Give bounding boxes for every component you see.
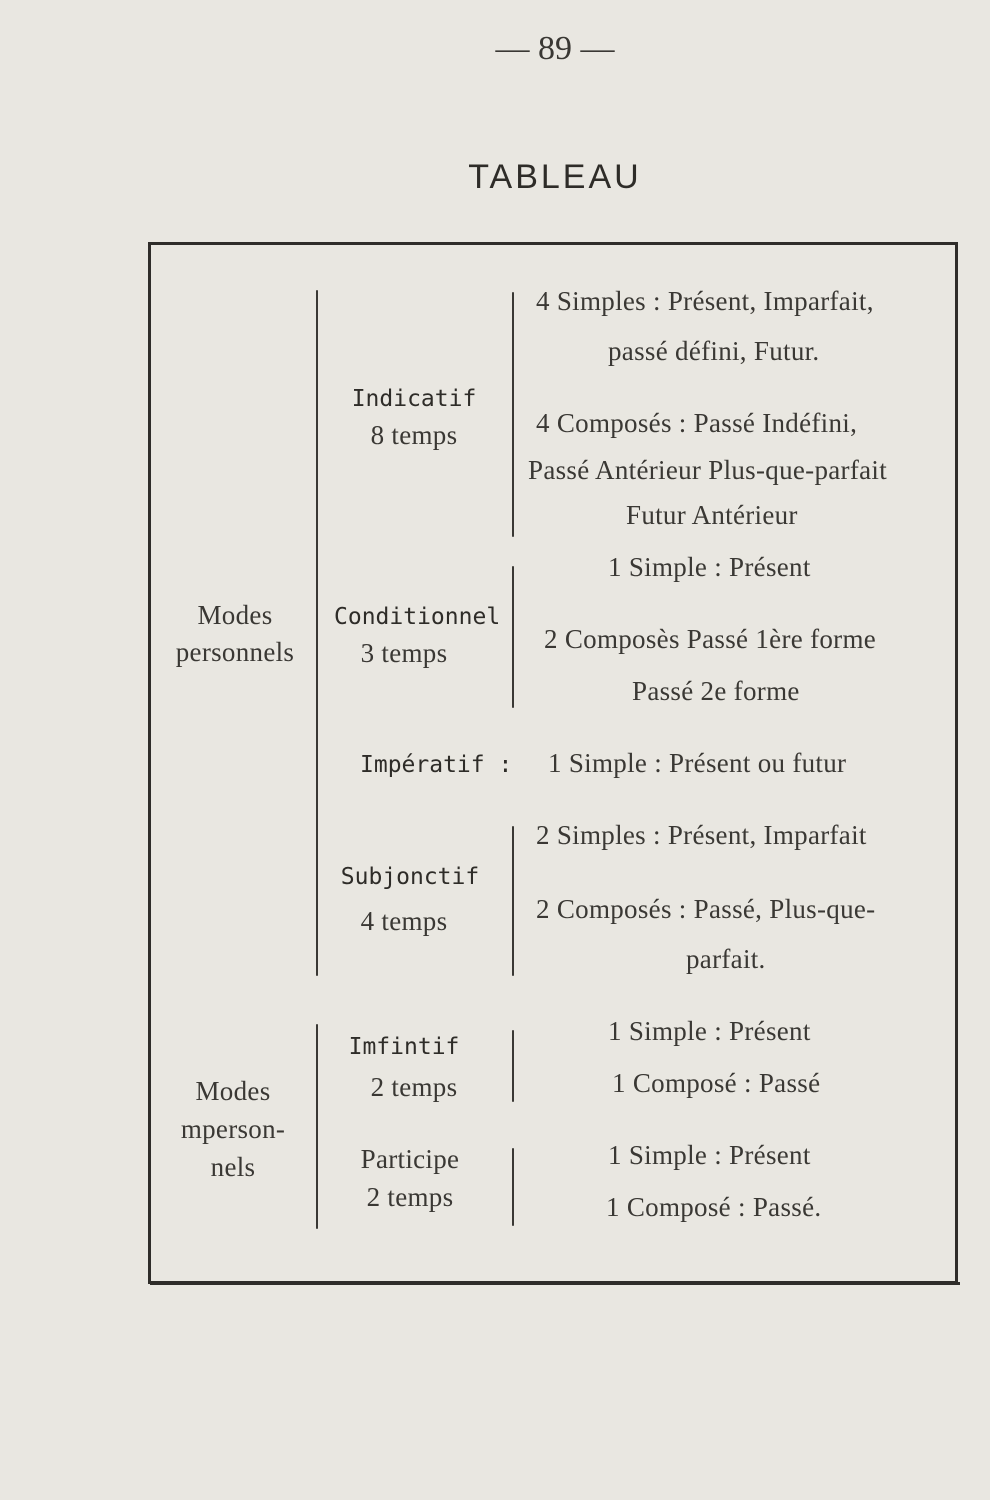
infinitif-compose: 1 Composé : Passé: [612, 1068, 821, 1098]
brace-infinitif: [512, 1030, 514, 1102]
frame-bottom-shadow: [150, 1282, 960, 1285]
indicatif-name: Indicatif: [351, 386, 477, 412]
indicatif-simples: 4 Simples : Présent, Imparfait,: [536, 286, 874, 316]
indicatif-composes: 4 Composés : Passé Indéfini,: [536, 408, 858, 438]
modes-impersonnels-label: [168, 1072, 298, 1186]
infinitif-count: 2 temps: [370, 1072, 458, 1102]
indicatif-count: 8 temps: [370, 420, 458, 450]
conditionnel-name: Conditionnel: [334, 604, 501, 630]
subjonctif-composes-cont: parfait.: [686, 944, 766, 974]
participe-name: Participe: [360, 1144, 460, 1174]
brace-modes-impersonnels: [316, 1024, 318, 1229]
subjonctif-composes: 2 Composés : Passé, Plus-que-: [536, 894, 876, 924]
modes-personnels-line2: personnels: [175, 637, 295, 667]
brace-participe: [512, 1148, 514, 1226]
conditionnel-simple: 1 Simple : Présent: [608, 552, 811, 582]
indicatif-simples-cont: passé défini, Futur.: [608, 336, 820, 366]
participe-count: 2 temps: [366, 1182, 454, 1212]
conditionnel-composes: 2 Composès Passé 1ère forme: [544, 624, 877, 654]
indicatif-composes-cont2: Futur Antérieur: [626, 500, 798, 530]
subjonctif-simples: 2 Simples : Présent, Imparfait: [536, 820, 867, 850]
conditionnel-composes-cont: Passé 2e forme: [632, 676, 800, 706]
subjonctif-count: 4 temps: [360, 906, 448, 936]
indicatif-composes-cont1: Passé Antérieur Plus-que-parfait: [528, 455, 888, 485]
brace-modes-personnels: [316, 290, 318, 976]
brace-indicatif: [512, 292, 514, 537]
modes-impersonnels-line1: Modes: [195, 1076, 271, 1106]
page-number: — 89 —: [495, 30, 615, 67]
brace-subjonctif: [512, 826, 514, 976]
imperatif-simple: 1 Simple : Présent ou futur: [548, 748, 847, 778]
infinitif-simple: 1 Simple : Présent: [608, 1016, 811, 1046]
modes-personnels-line1: Modes: [197, 600, 273, 630]
brace-conditionnel: [512, 566, 514, 708]
page-title: TABLEAU: [468, 158, 642, 196]
participe-simple: 1 Simple : Présent: [608, 1140, 811, 1170]
conditionnel-count: 3 temps: [360, 638, 448, 668]
imperatif-name: Impératif :: [360, 752, 513, 778]
modes-impersonnels-line2: mperson-: [180, 1114, 286, 1144]
modes-personnels-label: [160, 600, 310, 668]
subjonctif-name: Subjonctif: [340, 864, 480, 890]
infinitif-name: Imfintif: [348, 1034, 460, 1060]
modes-impersonnels-line3: nels: [210, 1152, 256, 1182]
participe-compose: 1 Composé : Passé.: [606, 1192, 822, 1222]
